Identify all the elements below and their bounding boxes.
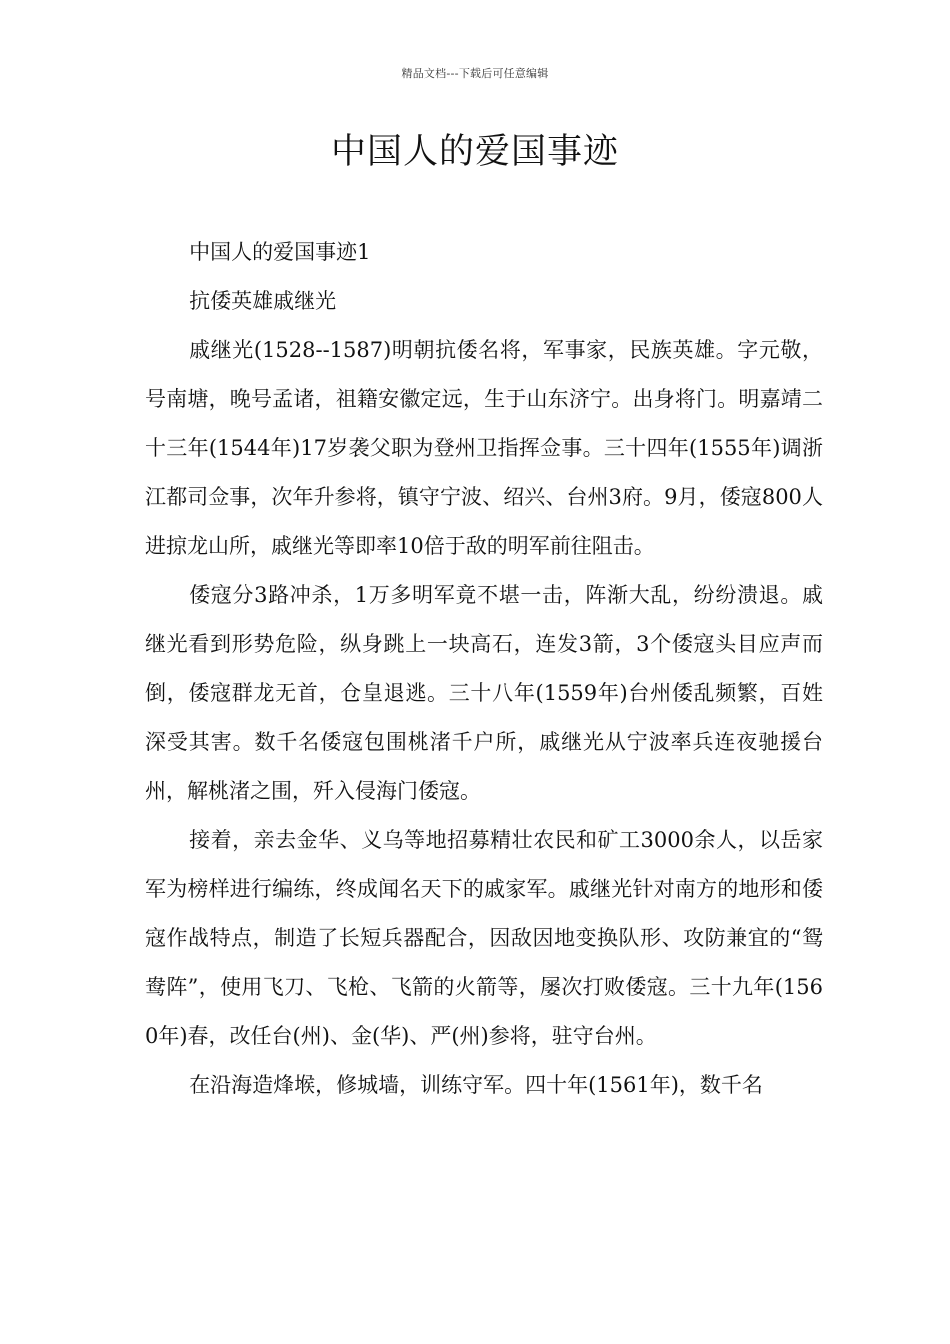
section-heading: 中国人的爱国事迹1 (189, 240, 371, 264)
body-paragraph: 戚继光(1528--1587)明朝抗倭名将，军事家，民族英雄。字元敬，号南塘，晚号孟诸，祖籍安徽定远，生于山东济宁。出身将门。明嘉靖二十三年(1544年)17岁袭父职为登州卫指挥佥事。三十四年(1555年)调浙江都司佥事，次年升参将，镇守宁波、绍兴、台州3府。9月，倭寇800人进掠龙山所，戚继光等即率10倍于敌的明军前往阻击。 (145, 338, 823, 558)
body-paragraph: 在沿海造烽堠，修城墙，训练守军。四十年(1561年)，数千名 (189, 1073, 763, 1097)
section-subheading: 抗倭英雄戚继光 (189, 289, 337, 313)
body-paragraph: 倭寇分3路冲杀，1万多明军竟不堪一击，阵渐大乱，纷纷溃退。戚继光看到形势危险，纵身跳上一块高石，连发3箭，3个倭寇头目应声而倒，倭寇群龙无首，仓皇退逃。三十八年(1559年)台州倭乱频繁，百姓深受其害。数千名倭寇包围桃渚千户所，戚继光从宁波率兵连夜驰援台州，解桃渚之围，歼入侵海门倭寇。 (145, 583, 823, 803)
document-body (145, 228, 823, 1110)
body-paragraph: 接着，亲去金华、义乌等地招募精壮农民和矿工3000余人，以岳家军为榜样进行编练，终成闻名天下的戚家军。戚继光针对南方的地形和倭寇作战特点，制造了长短兵器配合，因敌因地变换队形、攻防兼宜的“鸳鸯阵”，使用飞刀、飞枪、飞箭的火箭等，屡次打败倭寇。三十九年(1560年)春，改任台(州)、金(华)、严(州)参将，驻守台州。 (145, 828, 823, 1048)
header-note: 精品文档---下载后可任意编辑 (401, 67, 549, 80)
document-title: 中国人的爱国事迹 (330, 132, 619, 172)
